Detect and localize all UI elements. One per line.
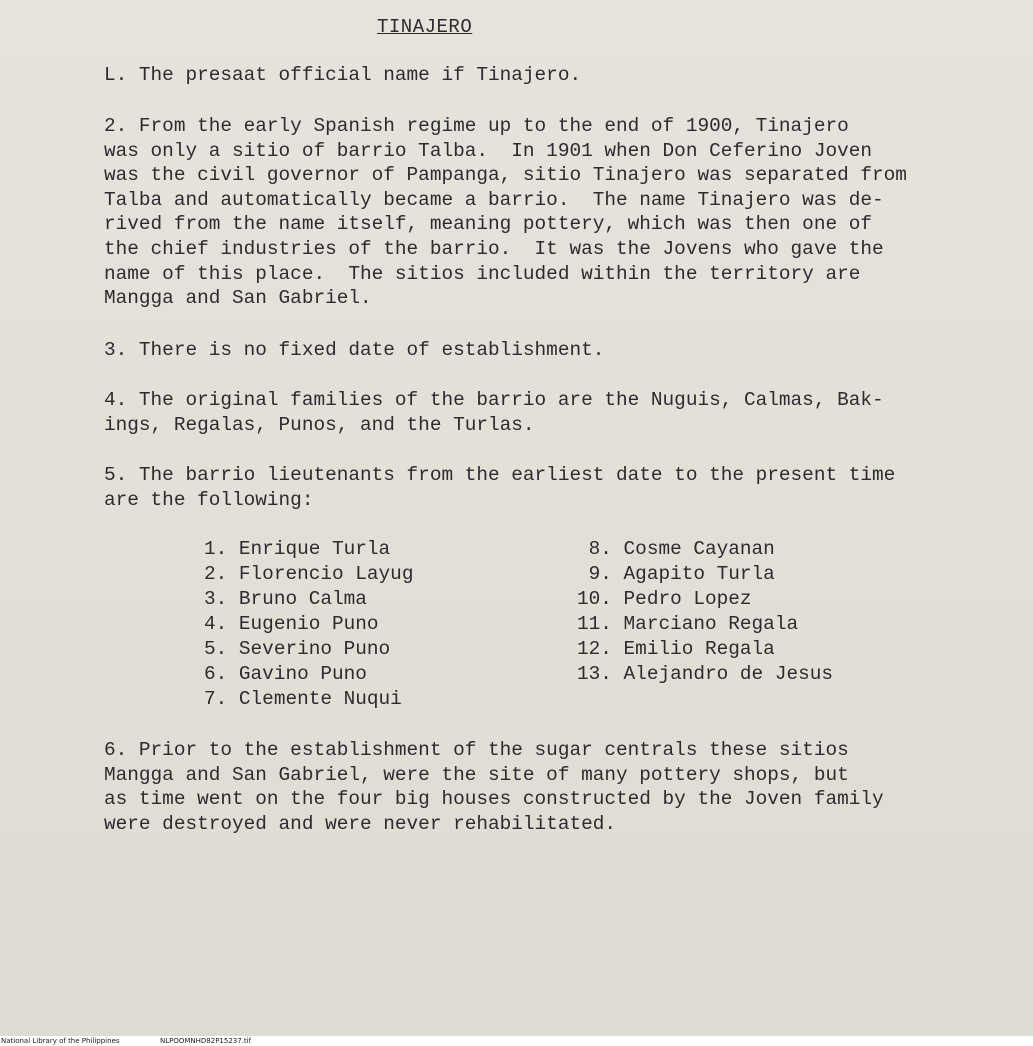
paragraph-2: 2. From the early Spanish regime up to the end of 1900, Tinajero was only a sitio of barrio Talba. In 1901 when Don Ceferino Joven was the civil governor of Pampanga, sitio Tinajero was separated from Talba and automatically became a barrio. The name Tinajero was de- rived from the name itself, meaning pottery, which was then one of the chief industries of the barrio. It was the Jovens who gave the name of this place. The sitios included within the territory are Mangga and San Gabriel. <box>104 115 907 310</box>
list-item: 3. Bruno Calma <box>204 588 367 610</box>
list-item: 4. Eugenio Puno <box>204 613 379 635</box>
paragraph-4: 4. The original families of the barrio are the Nuguis, Calmas, Bak- ings, Regalas, Punos, and the Turlas. <box>104 389 884 436</box>
list-item: 10. Pedro Lopez <box>577 588 752 610</box>
paragraph-5: 5. The barrio lieutenants from the earliest date to the present time are the following: <box>104 464 896 511</box>
list-item: 5. Severino Puno <box>204 638 391 660</box>
page-title: TINAJERO <box>377 16 473 38</box>
library-label: National Library of the Philippines <box>1 1037 120 1045</box>
file-id-label: NLPOOMNHD82P15237.tif <box>160 1037 252 1045</box>
paragraph-6: 6. Prior to the establishment of the sugar centrals these sitios Mangga and San Gabriel, were the site of many pottery shops, but as time went on the four big houses constructed by the Joven family were destroyed and were never rehabilitated. <box>104 739 884 835</box>
scan-footer <box>0 1036 1033 1046</box>
list-item: 8. Cosme Cayanan <box>577 538 775 560</box>
list-item: 1. Enrique Turla <box>204 538 391 560</box>
paragraph-3: 3. There is no fixed date of establishment. <box>104 339 605 361</box>
list-item: 11. Marciano Regala <box>577 613 799 635</box>
list-item: 2. Florencio Layug <box>204 563 414 585</box>
list-item: 12. Emilio Regala <box>577 638 775 660</box>
list-item: 6. Gavino Puno <box>204 663 367 685</box>
list-item: 7. Clemente Nuqui <box>204 688 402 710</box>
list-item: 13. Alejandro de Jesus <box>577 663 833 685</box>
list-item: 9. Agapito Turla <box>577 563 775 585</box>
paragraph-1: L. The presaat official name if Tinajero. <box>104 64 582 86</box>
